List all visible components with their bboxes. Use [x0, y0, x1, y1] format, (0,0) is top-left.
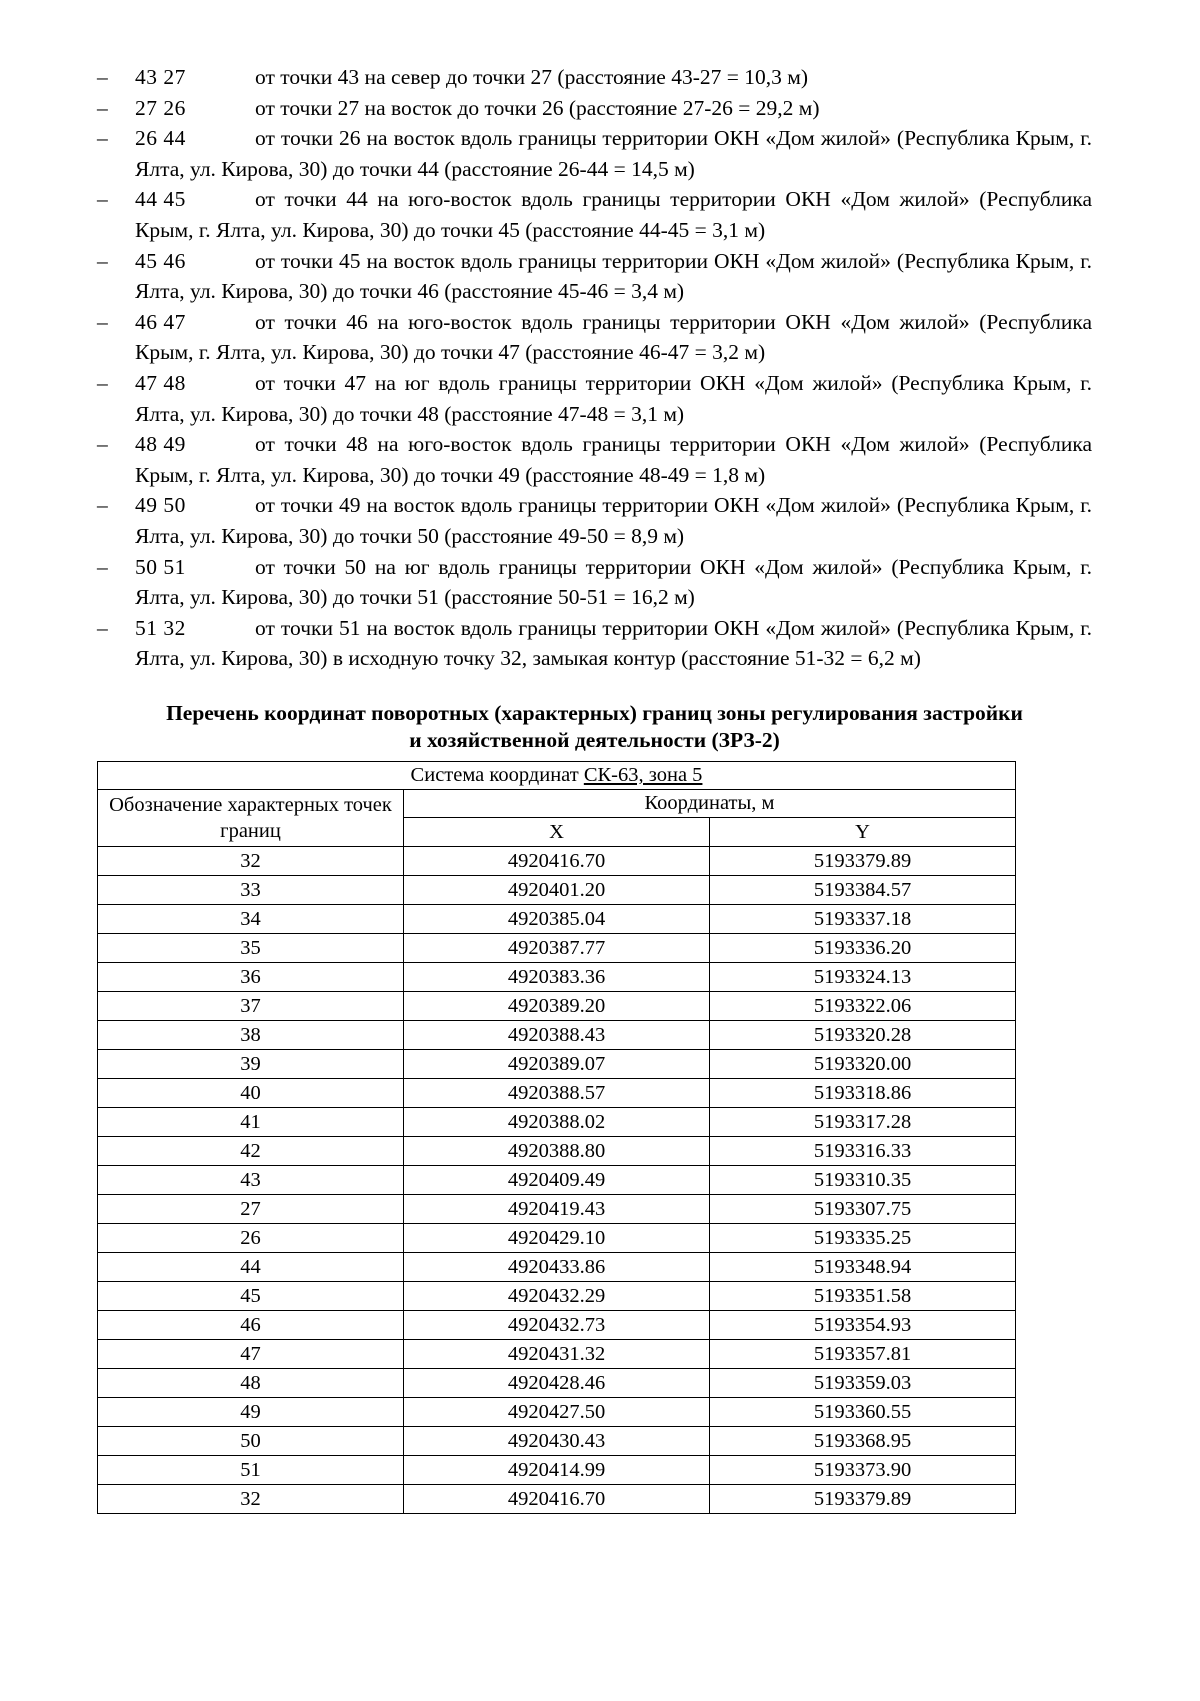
cell-x: 4920419.43 — [404, 1194, 710, 1223]
cell-y: 5193368.95 — [710, 1426, 1016, 1455]
table-row — [98, 1368, 1016, 1397]
boundary-segment-item — [97, 429, 1092, 490]
cell-y: 5193359.03 — [710, 1368, 1016, 1397]
cell-x: 4920385.04 — [404, 904, 710, 933]
table-row — [98, 1078, 1016, 1107]
cell-point: 45 — [98, 1281, 404, 1310]
boundary-segment-item — [97, 246, 1092, 307]
segment-description: от точки 51 на восток вдоль границы территории ОКН «Дом жилой» (Республика Крым, г. Ялта, ул. Кирова, 30) в исходную точку 32, замыкая контур (расстояние 51-32 = 6,2 м) — [135, 615, 1092, 671]
cell-x: 4920433.86 — [404, 1252, 710, 1281]
table-row — [98, 1455, 1016, 1484]
coordinates-table-body — [98, 846, 1016, 1513]
cell-y: 5193351.58 — [710, 1281, 1016, 1310]
segment-code: 43 27 — [135, 65, 186, 89]
boundary-segment-item — [97, 490, 1092, 551]
cell-point: 51 — [98, 1455, 404, 1484]
bullet-dash: – — [97, 615, 108, 640]
cell-x: 4920409.49 — [404, 1165, 710, 1194]
cell-x: 4920387.77 — [404, 933, 710, 962]
table-row — [98, 1136, 1016, 1165]
bullet-dash: – — [97, 432, 108, 457]
segment-code: 48 49 — [135, 432, 186, 457]
cell-point: 44 — [98, 1252, 404, 1281]
segment-description: от точки 49 на восток вдоль границы территории ОКН «Дом жилой» (Республика Крым, г. Ялта, ул. Кирова, 30) до точки 50 (расстояние 49-50 = 8,9 м) — [135, 493, 1092, 548]
cell-x: 4920416.70 — [404, 1484, 710, 1513]
cell-y: 5193320.00 — [710, 1049, 1016, 1078]
cell-point: 26 — [98, 1223, 404, 1252]
cell-x: 4920388.57 — [404, 1078, 710, 1107]
table-row — [98, 962, 1016, 991]
header-row-group — [98, 789, 1016, 818]
cell-point: 48 — [98, 1368, 404, 1397]
boundary-segment-item — [97, 368, 1092, 429]
bullet-dash: – — [97, 187, 108, 212]
table-row — [98, 1194, 1016, 1223]
cell-point: 50 — [98, 1426, 404, 1455]
cell-y: 5193335.25 — [710, 1223, 1016, 1252]
coordinate-system-row — [98, 761, 1016, 789]
table-row — [98, 1310, 1016, 1339]
cell-y: 5193360.55 — [710, 1397, 1016, 1426]
header-coordinates: Координаты, м — [404, 789, 1016, 818]
segment-description: от точки 44 на юго-восток вдоль границы территории ОКН «Дом жилой» (Республика Крым, г. Ялта, ул. Кирова, 30) до точки 45 (расстояние 44-45 = 3,1 м) — [135, 187, 1092, 242]
cell-point: 40 — [98, 1078, 404, 1107]
boundary-segment-item — [97, 93, 1092, 124]
cell-y: 5193320.28 — [710, 1020, 1016, 1049]
bullet-dash: – — [97, 370, 108, 395]
table-row — [98, 1020, 1016, 1049]
cell-x: 4920388.80 — [404, 1136, 710, 1165]
cell-point: 46 — [98, 1310, 404, 1339]
cell-x: 4920427.50 — [404, 1397, 710, 1426]
coordinate-system-cell — [98, 761, 1016, 789]
segment-code: 26 44 — [135, 126, 186, 151]
boundary-segment-item — [97, 184, 1092, 245]
cell-y: 5193322.06 — [710, 991, 1016, 1020]
table-row — [98, 1426, 1016, 1455]
cell-point: 32 — [98, 1484, 404, 1513]
cell-y: 5193310.35 — [710, 1165, 1016, 1194]
cell-y: 5193336.20 — [710, 933, 1016, 962]
cell-y: 5193317.28 — [710, 1107, 1016, 1136]
segment-code: 46 47 — [135, 309, 186, 334]
cell-x: 4920428.46 — [404, 1368, 710, 1397]
table-row — [98, 1397, 1016, 1426]
cell-y: 5193348.94 — [710, 1252, 1016, 1281]
bullet-dash: – — [97, 248, 108, 273]
cell-x: 4920429.10 — [404, 1223, 710, 1252]
coordinate-system-value: СК-63, зона 5 — [583, 763, 703, 786]
cell-point: 49 — [98, 1397, 404, 1426]
cell-point: 42 — [98, 1136, 404, 1165]
cell-y: 5193354.93 — [710, 1310, 1016, 1339]
cell-y: 5193316.33 — [710, 1136, 1016, 1165]
header-point-designation: Обозначение характерных точек границ — [98, 789, 404, 846]
cell-x: 4920389.20 — [404, 991, 710, 1020]
boundary-segment-item — [97, 123, 1092, 184]
boundary-segment-item — [97, 552, 1092, 613]
boundary-segment-item — [97, 62, 1092, 93]
segment-description: от точки 26 на восток вдоль границы территории ОКН «Дом жилой» (Республика Крым, г. Ялта, ул. Кирова, 30) до точки 44 (расстояние 26-44 = 14,5 м) — [135, 126, 1092, 181]
segment-description: от точки 46 на юго-восток вдоль границы территории ОКН «Дом жилой» (Республика Крым, г. Ялта, ул. Кирова, 30) до точки 47 (расстояние 46-47 = 3,2 м) — [135, 309, 1092, 365]
cell-point: 33 — [98, 875, 404, 904]
segment-description: от точки 45 на восток вдоль границы территории ОКН «Дом жилой» (Республика Крым, г. Ялта, ул. Кирова, 30) до точки 46 (расстояние 45-46 = 3,4 м) — [135, 248, 1092, 304]
cell-point: 27 — [98, 1194, 404, 1223]
bullet-dash: – — [97, 493, 108, 518]
cell-y: 5193384.57 — [710, 875, 1016, 904]
boundary-segment-list — [97, 62, 1092, 674]
cell-point: 38 — [98, 1020, 404, 1049]
cell-x: 4920388.43 — [404, 1020, 710, 1049]
table-row — [98, 1281, 1016, 1310]
segment-code: 50 51 — [135, 554, 186, 579]
segment-code: 45 46 — [135, 248, 186, 273]
cell-y: 5193318.86 — [710, 1078, 1016, 1107]
cell-x: 4920383.36 — [404, 962, 710, 991]
boundary-segment-item — [97, 613, 1092, 674]
table-title-line2: и хозяйственной деятельности (ЗРЗ-2) — [409, 727, 780, 752]
segment-description: от точки 27 на восток до точки 26 (расстояние 27-26 = 29,2 м) — [255, 95, 820, 120]
segment-code: 49 50 — [135, 493, 186, 518]
boundary-segment-item — [97, 307, 1092, 368]
cell-point: 39 — [98, 1049, 404, 1078]
table-row — [98, 1339, 1016, 1368]
header-y-axis: Y — [710, 818, 1016, 847]
header-x-axis: X — [404, 818, 710, 847]
bullet-dash: – — [97, 65, 108, 89]
coordinate-system-prefix: Система координат — [410, 763, 584, 786]
cell-y: 5193379.89 — [710, 846, 1016, 875]
cell-x: 4920432.73 — [404, 1310, 710, 1339]
table-row — [98, 991, 1016, 1020]
cell-y: 5193357.81 — [710, 1339, 1016, 1368]
cell-x: 4920431.32 — [404, 1339, 710, 1368]
cell-point: 47 — [98, 1339, 404, 1368]
segment-description: от точки 47 на юг вдоль границы территории ОКН «Дом жилой» (Республика Крым, г. Ялта, ул. Кирова, 30) до точки 48 (расстояние 47-48 = 3,1 м) — [135, 370, 1092, 426]
segment-code: 27 26 — [135, 95, 186, 120]
cell-point: 37 — [98, 991, 404, 1020]
table-row — [98, 1252, 1016, 1281]
cell-point: 43 — [98, 1165, 404, 1194]
bullet-dash: – — [97, 126, 108, 151]
cell-x: 4920432.29 — [404, 1281, 710, 1310]
cell-x: 4920416.70 — [404, 846, 710, 875]
cell-point: 34 — [98, 904, 404, 933]
segment-code: 44 45 — [135, 187, 186, 212]
cell-y: 5193307.75 — [710, 1194, 1016, 1223]
segment-code: 51 32 — [135, 615, 186, 640]
bullet-dash: – — [97, 309, 108, 334]
cell-x: 4920389.07 — [404, 1049, 710, 1078]
table-row — [98, 1165, 1016, 1194]
segment-description: от точки 50 на юг вдоль границы территории ОКН «Дом жилой» (Республика Крым, г. Ялта, ул. Кирова, 30) до точки 51 (расстояние 50-51 = 16,2 м) — [135, 554, 1092, 610]
cell-point: 41 — [98, 1107, 404, 1136]
cell-y: 5193324.13 — [710, 962, 1016, 991]
cell-x: 4920430.43 — [404, 1426, 710, 1455]
cell-point: 35 — [98, 933, 404, 962]
table-row — [98, 1049, 1016, 1078]
cell-x: 4920414.99 — [404, 1455, 710, 1484]
table-row — [98, 875, 1016, 904]
table-row — [98, 904, 1016, 933]
cell-point: 32 — [98, 846, 404, 875]
table-row — [98, 1484, 1016, 1513]
coordinates-table-head — [98, 761, 1016, 846]
cell-y: 5193337.18 — [710, 904, 1016, 933]
table-row — [98, 933, 1016, 962]
table-title-line1: Перечень координат поворотных (характерных) границ зоны регулирования застройки — [166, 700, 1023, 725]
cell-y: 5193373.90 — [710, 1455, 1016, 1484]
table-title — [97, 700, 1092, 754]
cell-y: 5193379.89 — [710, 1484, 1016, 1513]
table-row — [98, 1223, 1016, 1252]
segment-code: 47 48 — [135, 370, 186, 395]
cell-point: 36 — [98, 962, 404, 991]
bullet-dash: – — [97, 554, 108, 579]
table-row — [98, 1107, 1016, 1136]
cell-x: 4920388.02 — [404, 1107, 710, 1136]
segment-description: от точки 43 на север до точки 27 (расстояние 43-27 = 10,3 м) — [255, 65, 809, 89]
bullet-dash: – — [97, 95, 108, 120]
coordinates-table — [97, 761, 1016, 1514]
segment-description: от точки 48 на юго-восток вдоль границы территории ОКН «Дом жилой» (Республика Крым, г. Ялта, ул. Кирова, 30) до точки 49 (расстояние 48-49 = 1,8 м) — [135, 432, 1092, 487]
table-row — [98, 846, 1016, 875]
cell-x: 4920401.20 — [404, 875, 710, 904]
